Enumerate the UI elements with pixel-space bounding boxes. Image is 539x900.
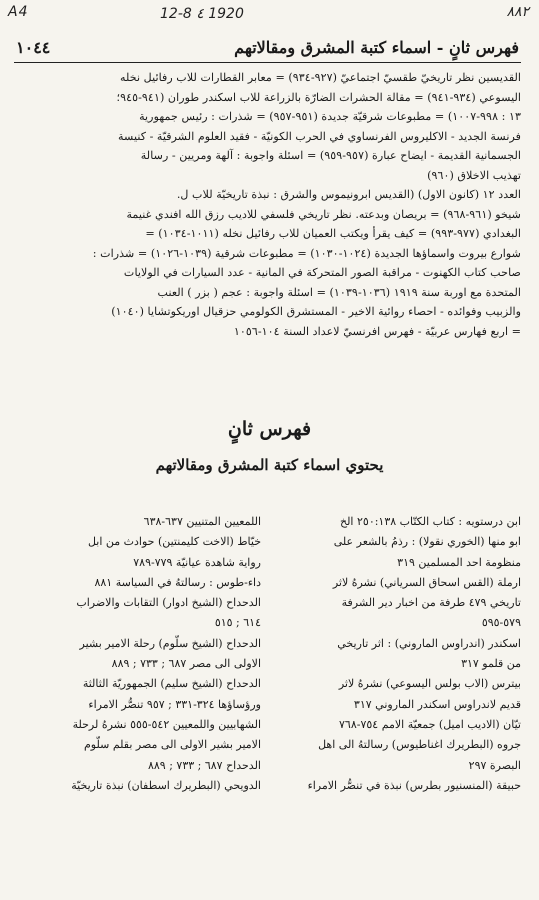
index-line: خيّاط (الاخت كليمنتين) حوادث من ابل xyxy=(87,535,261,549)
running-header xyxy=(16,34,519,60)
index-line: رواية شاهدة عيانيّة ٧٧٩-٧٨٩ xyxy=(133,555,261,569)
index-line: الامير بشير الاولى الى مصر بقلم سلّوم xyxy=(83,738,261,752)
index-line: تيّان (الاديب اميل) جمعيّة الامم ٧٥٤-٧٦٨ xyxy=(339,717,521,731)
index-line: الاولى الى مصر ٦٨٧ ; ٧٣٣ ; ٨٨٩ xyxy=(111,657,261,671)
text-line: ١٣ : ٩٩٨-١٠٠٧) = مطبوعات شرقيّة جديدة (٩٥١-٩٥٧) = شذرات : رئيس جمهورية xyxy=(139,110,521,123)
text-line: فرنسة الجديد - الاكليروس الفرنساوي في الحرب الكونيّة - فقيد العلوم الشرقيّة - كنيسة xyxy=(117,129,521,143)
index-line: من قلمو ٣١٧ xyxy=(461,657,521,671)
index-line: الشهابيين واللمعيين ٥٤٢-٥٥٥ نشرهُ لرحلة xyxy=(72,717,261,731)
text-line: القديسين نظر تاريخيّ طقسيّ اجتماعيّ (٩٢٧-٩٣٤) = معابر القطارات للاب رفائيل نخله xyxy=(120,71,521,84)
index-column-left xyxy=(16,512,261,796)
text-line: صاحب كتاب الكهنوت - مراقبة الصور المتحركة في المانية - عدد السيارات في الولايات xyxy=(123,266,521,279)
text-line: والزبيب وفوائده - احصاء روائية الاخير - المستشرق الكولومي حزقيال اوريكوتشايا (١٠٤٠) xyxy=(111,305,521,318)
index-line: قديم لاندراوس اسكندر الماروني ٣١٧ xyxy=(353,697,521,711)
index-line: البصرة ٢٩٧ xyxy=(468,758,521,772)
text-line: البغدادي (٩٧٧-٩٩٣) = كيف يقرأ ويكتب العميان للاب رفائيل نخله (١٠١١-١٠٣٤) = xyxy=(145,227,521,240)
index-line: بيترس (الاب بولس اليسوعي) نشرهُ لاثر xyxy=(338,677,521,691)
handwritten-date: 12-8 ٤ 1920 xyxy=(160,6,244,22)
issue-contents-text xyxy=(16,68,521,341)
handwritten-mark-right: ۸۸۲ xyxy=(506,4,529,20)
index-line: ارملة (القس اسحاق السرياني) نشرهُ لاثر xyxy=(332,575,521,589)
index-line: اللمعيين المتنيين ٦٣٧-٦٣٨ xyxy=(143,515,261,528)
text-line: تهذيب الاخلاق (٩٦٠) xyxy=(427,168,521,182)
section-subtitle: يحتوي اسماء كتبة المشرق ومقالاتهم xyxy=(155,456,384,474)
index-line: الدحداح (الشيخ ادوار) التقابات والاضراب xyxy=(76,596,261,610)
text-line: العدد ١٢ (كانون الاول) (القديس ابرونيموس والشرق : نبذة تاريخيّة للاب ل. xyxy=(176,188,521,201)
index-line: الدحداح (الشيخ سلّوم) رحلة الامير بشير xyxy=(79,636,261,650)
index-line: الدويحي (البطريرك اسطفان) نبذة تاريخيّة xyxy=(71,778,261,792)
index-line: تاريخي ٤٧٩ طرفة من اخبار دير الشرفة xyxy=(341,596,521,610)
index-line: ابن درستويه : كتاب الكتّاب ٢٥٠:١٣٨ الخ xyxy=(339,515,521,528)
index-line: الدحداح (الشيخ سليم) الجمهوريّة الثالثة xyxy=(82,677,261,691)
index-line: حبيقة (المنسنيور بطرس) نبذة في تنصُّر الامراء xyxy=(307,778,521,792)
text-line: شيخو (٩٦١-٩٦٨) = بريصان وبدعته. نظر تاريخي فلسفي للاديب رزق الله افندي غنيمة xyxy=(126,207,521,221)
text-line: اليسوعي (٩٣٤-٩٤١) = مقالة الحشرات الضارّة بالزراعة للاب اسكندر طوران (٩٤١-٩٤٥؛ xyxy=(116,90,521,104)
section-title: فهرس ثانٍ xyxy=(227,418,312,440)
index-line: ٦١٤ ; ٥١٥ xyxy=(214,616,261,630)
index-line: الدحداح ٦٨٧ ; ٧٣٣ ; ٨٨٩ xyxy=(147,758,261,772)
page-number: ١٠٤٤ xyxy=(16,37,51,57)
index-column-right xyxy=(276,512,521,796)
header-rule xyxy=(14,62,521,63)
text-line: الجسمانية القديمة - ايضاح عبارة (٩٥٧-٩٥٩) = اسئلة واجوبة : آلهة ومريين - رسالة xyxy=(140,149,521,162)
handwritten-mark-left: A4 xyxy=(8,4,29,20)
index-line: ورؤساؤها ٣٢٤-٣٣١ ; ٩٥٧ تنصُّر الامراء xyxy=(88,697,261,711)
index-line: ٥٧٩-٥٩٥ xyxy=(481,616,521,630)
index-line: داء-طوس : رسالتهُ في السياسة ٨٨١ xyxy=(94,575,261,589)
index-line: اسكندر (اندراوس الماروني) : اثر تاريخي xyxy=(337,636,521,650)
index-line: جروه (البطريرك اغناطيوس) رسالتهُ الى اهل xyxy=(318,738,521,752)
text-line: المتحدة مع اوربة سنة ١٩١٩ (١٠٣٦-١٠٣٩) = اسئلة واجوبة : عجم ( بزر ) العنب xyxy=(157,285,521,299)
index-line: منظومة احد المسلمين ٣١٩ xyxy=(397,555,521,569)
text-line: = اربع فهارس عربيّة - فهرس افرنسيّ لاعداد السنة ١٠٤-١٠٥٦ xyxy=(233,324,521,338)
index-line: ابو منها (الخوري نقولا) : رذمُ بالشعر على xyxy=(333,535,521,549)
text-line: شوارع بيروت واسماؤها الجديدة (١٠٢٤-١٠٣٠) = مطبوعات شرقية (١٠٣٩-١٠٢٦) = شذرات : xyxy=(92,246,521,260)
header-title: فهرس ثانٍ - اسماء كتبة المشرق ومقالاتهم xyxy=(234,37,519,57)
